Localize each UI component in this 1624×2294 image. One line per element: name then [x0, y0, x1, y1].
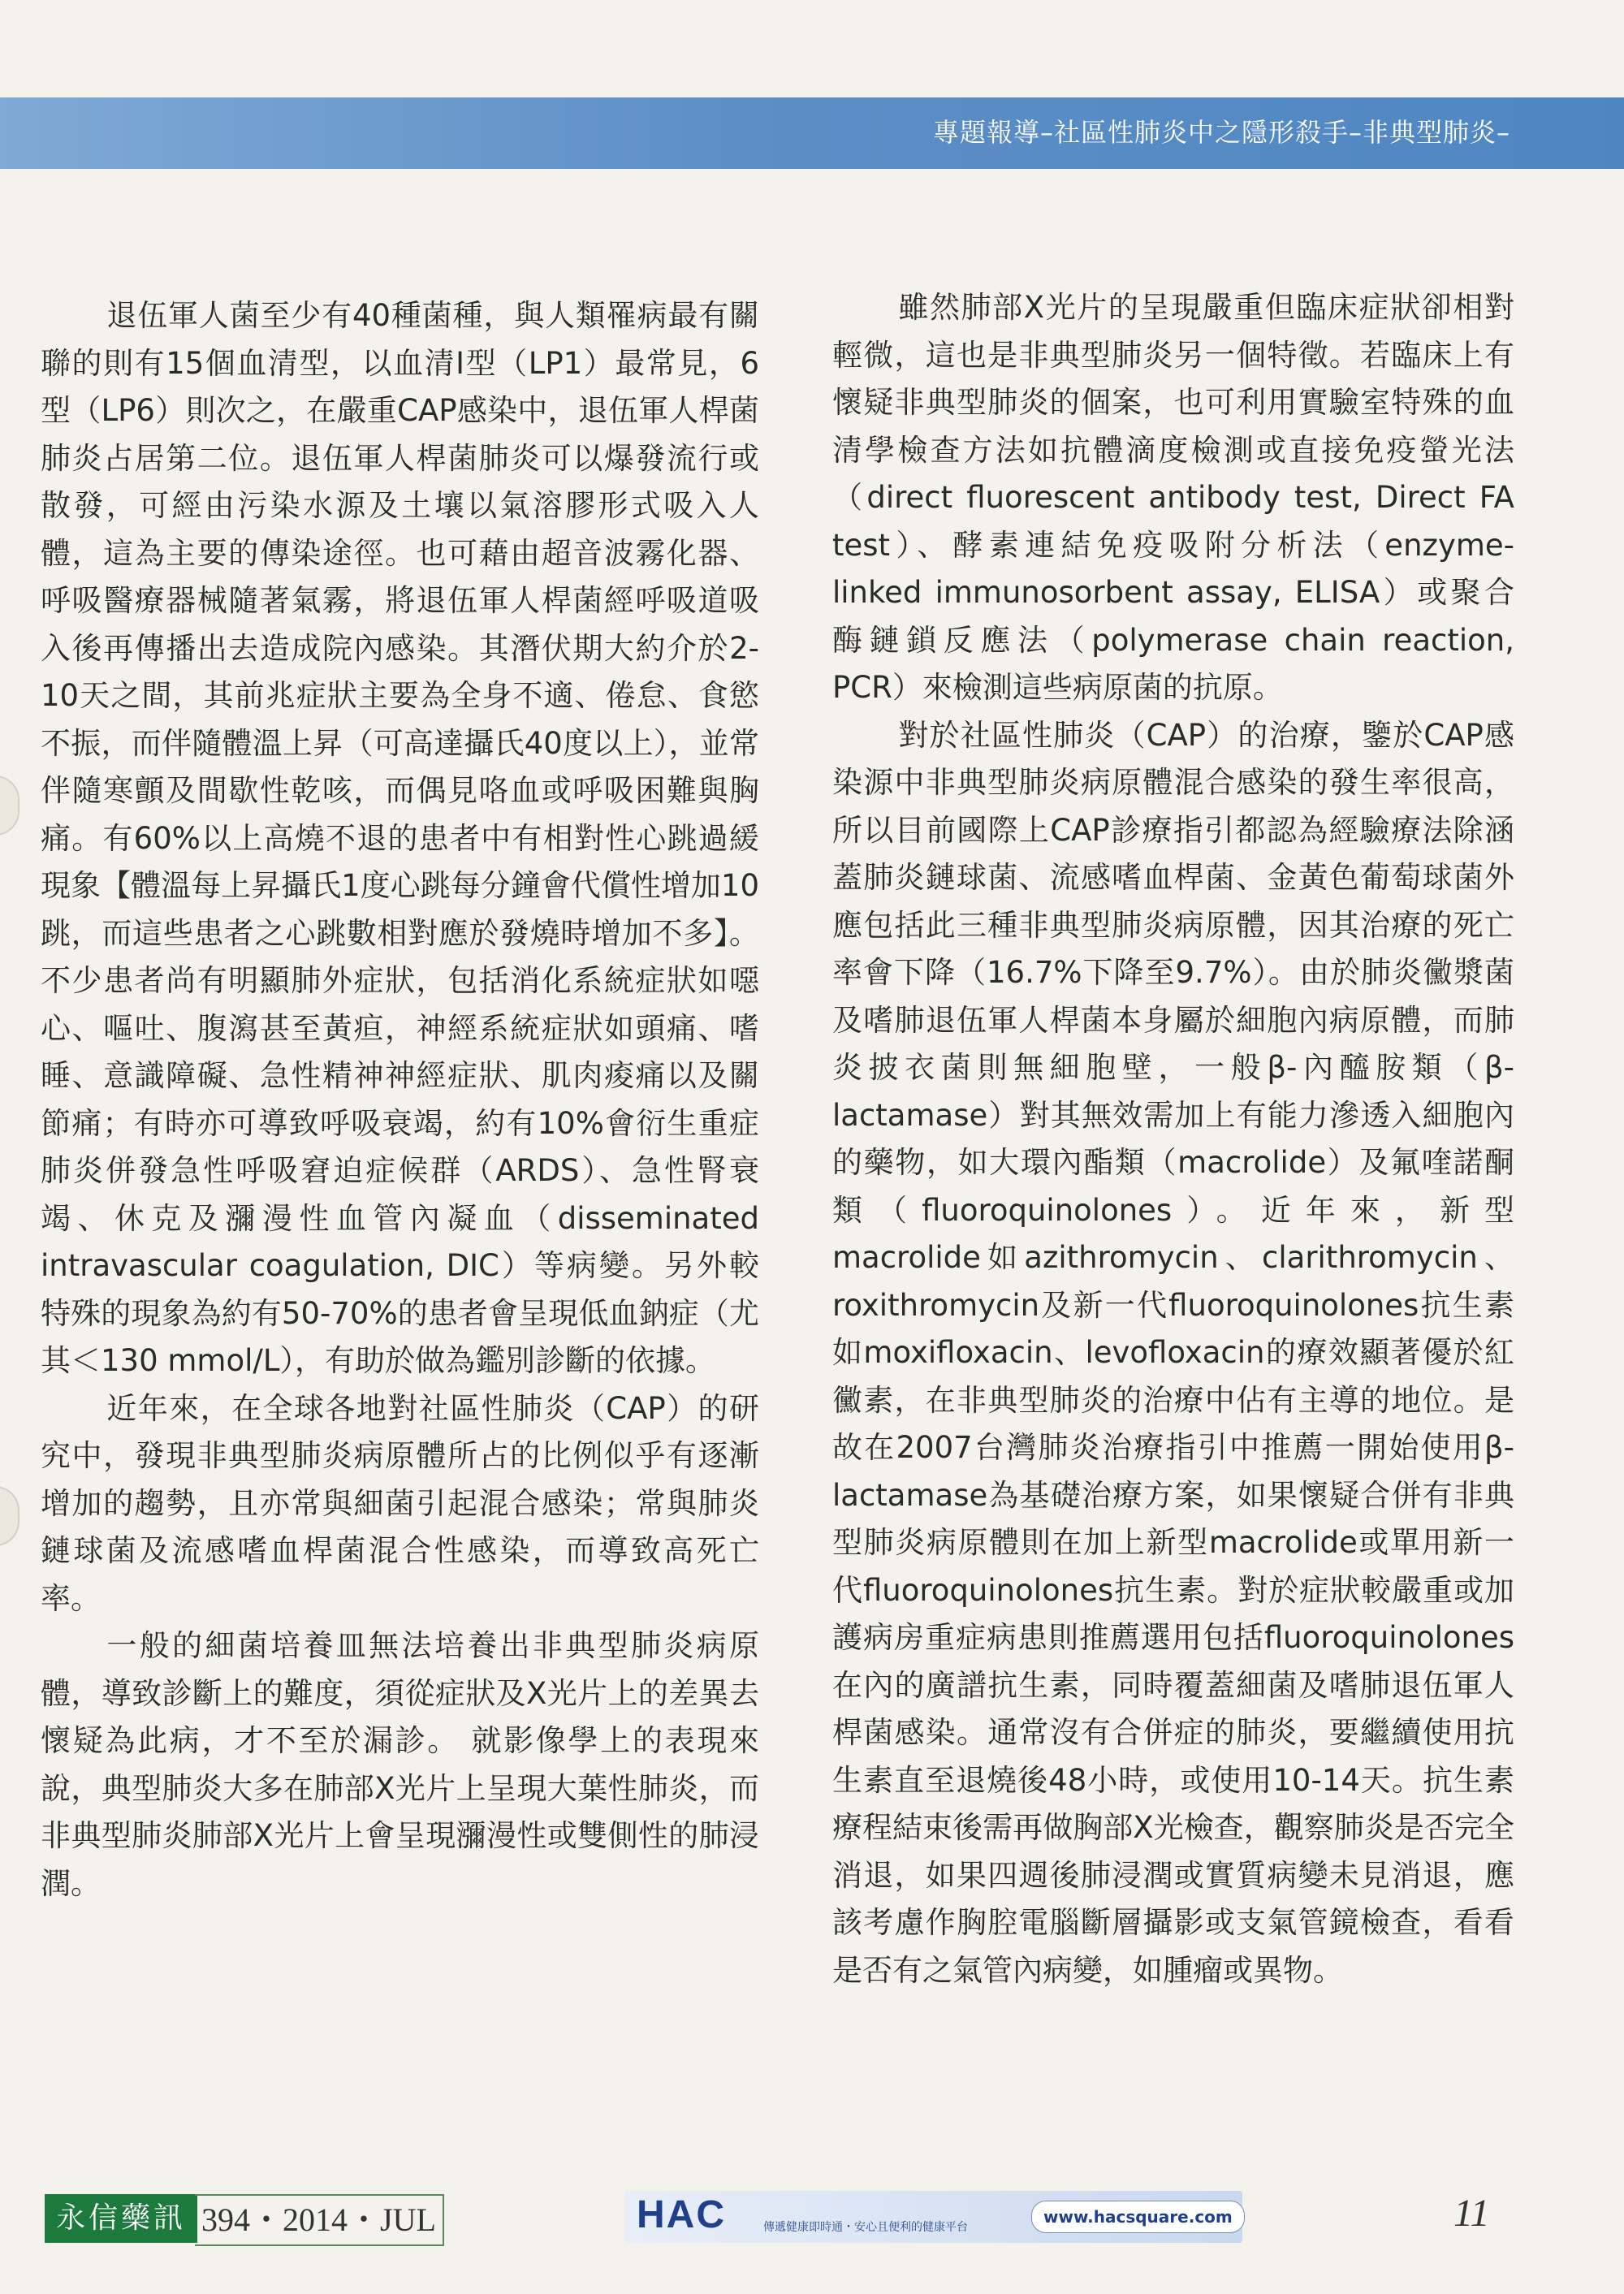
page-number: 11 [1453, 2192, 1490, 2235]
issue-info: 394・2014・JUL [195, 2194, 444, 2246]
paragraph: 一般的細菌培養皿無法培養出非典型肺炎病原體，導致診斷上的難度，須從症狀及X光片上的差異去懷疑為此病，才不至於漏診。 就影像學上的表現來說，典型肺炎大多在肺部X光片上呈現大葉性肺炎，而非典型肺炎肺部X光片上會呈現瀰漫性或雙側性的肺浸潤。 [41, 1628, 759, 1901]
paragraph: 退伍軍人菌至少有40種菌種，與人類罹病最有關聯的則有15個血清型，以血清I型（LP1）最常見，6型（LP6）則次之，在嚴重CAP感染中，退伍軍人桿菌肺炎占居第二位。退伍軍人桿菌肺炎可以爆發流行或散發，可經由污染水源及土壤以氣溶膠形式吸入人體，這為主要的傳染途徑。也可藉由超音波霧化器、呼吸醫療器械隨著氣霧，將退伍軍人桿菌經呼吸道吸入後再傳播出去造成院內感染。其潛伏期大約介於2-10天之間，其前兆症狀主要為全身不適、倦怠、食慾不振，而伴隨體溫上昇（可高達攝氏40度以上），並常伴隨寒顫及間歇性乾咳，而偶見咯血或呼吸困難與胸痛。有60%以上高燒不退的患者中有相對性心跳過緩現象【體溫每上昇攝氏1度心跳每分鐘會代償性增加10跳，而這些患者之心跳數相對應於發燒時增加不多】。不少患者尚有明顯肺外症狀，包括消化系統症狀如噁心、嘔吐、腹瀉甚至黃疸，神經系統症狀如頭痛、嗜睡、意識障礙、急性精神神經症狀、肌肉痠痛以及關節痛；有時亦可導致呼吸衰竭，約有10%會衍生重症肺炎併發急性呼吸窘迫症候群（ARDS）、急性腎衰竭、休克及瀰漫性血管內凝血（disseminated intravascular coagulation, DIC）等病變。另外較特殊的現象為約有50-70%的患者會呈現低血鈉症（尤其＜130 mmol/L），有助於做為鑑別診斷的依據。 [41, 298, 759, 1378]
paragraph: 近年來，在全球各地對社區性肺炎（CAP）的研究中，發現非典型肺炎病原體所占的比例似乎有逐漸增加的趨勢，且亦常與細菌引起混合感染；常與肺炎鏈球菌及流感嗜血桿菌混合性感染，而導致高死亡率。 [41, 1390, 759, 1616]
hac-banner [625, 2191, 1242, 2243]
running-header: 專題報導–社區性肺炎中之隱形殺手–非典型肺炎– [932, 117, 1510, 148]
right-column [832, 284, 1514, 1994]
footer [0, 2184, 1624, 2266]
header-band [0, 97, 1624, 169]
hac-logo: HAC [637, 2193, 726, 2236]
banner-url-link[interactable]: www.hacsquare.com [1031, 2201, 1245, 2233]
binder-hole [0, 1486, 19, 1546]
magazine-logo: 永信藥訊 [45, 2194, 197, 2243]
banner-slogan: 傳遞健康即時通・安心且便利的健康平台 [763, 2221, 968, 2234]
left-column [41, 292, 759, 1907]
binder-hole [0, 775, 19, 836]
paragraph: 對於社區性肺炎（CAP）的治療，鑒於CAP感染源中非典型肺炎病原體混合感染的發生率很高，所以目前國際上CAP診療指引都認為經驗療法除涵蓋肺炎鏈球菌、流感嗜血桿菌、金黃色葡萄球菌外應包括此三種非典型肺炎病原體，因其治療的死亡率會下降（16.7%下降至9.7%）。由於肺炎黴漿菌及嗜肺退伍軍人桿菌本身屬於細胞內病原體，而肺炎披衣菌則無細胞壁，一般β-內醯胺類（β-lactamase）對其無效需加上有能力滲透入細胞內的藥物，如大環內酯類（macrolide）及氟喹諾酮類（fluoroquinolones）。近年來，新型macrolide如azithromycin、clarithromycin、roxithromycin及新一代fluoroquinolones抗生素如moxifloxacin、levofloxacin的療效顯著優於紅黴素，在非典型肺炎的治療中佔有主導的地位。是故在2007台灣肺炎治療指引中推薦一開始使用β-lactamase為基礎治療方案，如果懷疑合併有非典型肺炎病原體則在加上新型macrolide或單用新一代fluoroquinolones抗生素。對於症狀較嚴重或加護病房重症病患則推薦選用包括fluoroquinolones在內的廣譜抗生素，同時覆蓋細菌及嗜肺退伍軍人桿菌感染。通常沒有合併症的肺炎，要繼續使用抗生素直至退燒後48小時，或使用10-14天。抗生素療程結束後需再做胸部X光檢查，觀察肺炎是否完全消退，如果四週後肺浸潤或實質病變未見消退，應該考慮作胸腔電腦斷層攝影或支氣管鏡檢查，看看是否有之氣管內病變，如腫瘤或異物。 [832, 717, 1514, 1988]
paragraph: 雖然肺部X光片的呈現嚴重但臨床症狀卻相對輕微，這也是非典型肺炎另一個特徵。若臨床上有懷疑非典型肺炎的個案，也可利用實驗室特殊的血清學檢查方法如抗體滴度檢測或直接免疫螢光法（direct fluorescent antibody test, Direct FA test）、酵素連結免疫吸附分析法（enzyme-linked immunosorbent assay, ELISA）或聚合酶鏈鎖反應法（polymerase chain reaction, PCR）來檢測這些病原菌的抗原。 [832, 290, 1514, 705]
